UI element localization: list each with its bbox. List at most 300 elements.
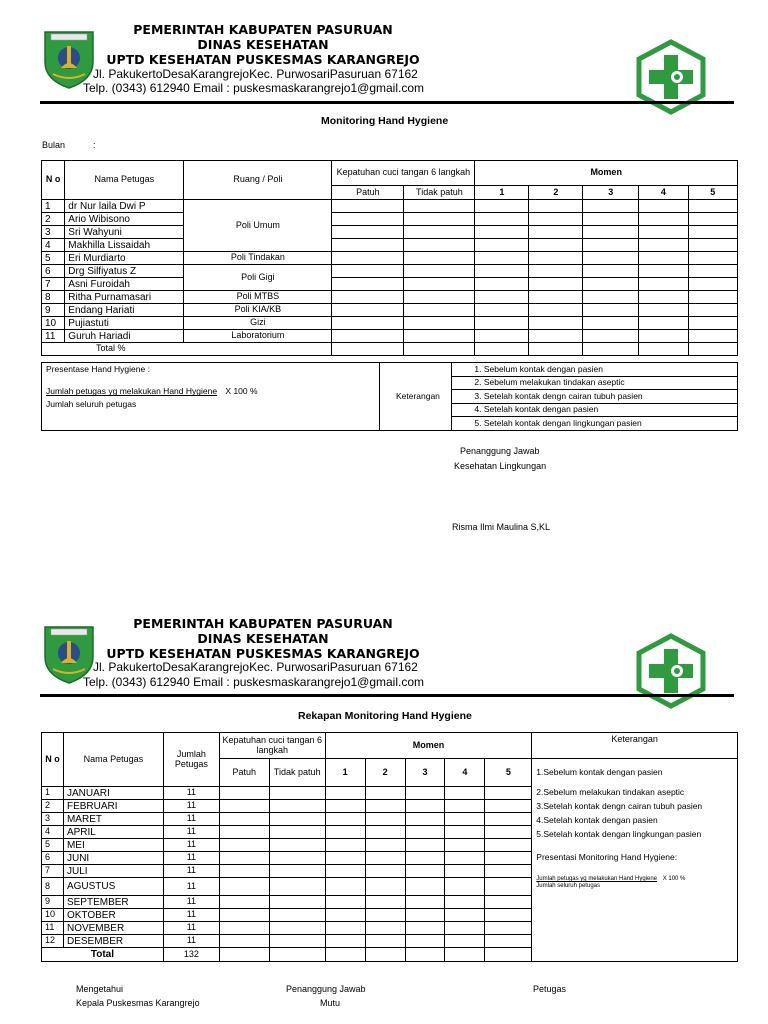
input-cell[interactable] bbox=[639, 304, 688, 317]
input-cell[interactable] bbox=[332, 252, 404, 265]
input-cell[interactable] bbox=[365, 909, 405, 922]
input-cell[interactable] bbox=[475, 265, 529, 278]
input-cell[interactable] bbox=[639, 239, 688, 252]
table-row bbox=[42, 226, 738, 239]
row-no: 1 bbox=[42, 200, 65, 213]
input-cell[interactable] bbox=[529, 291, 583, 304]
col-moment: Momen bbox=[325, 733, 532, 759]
input-cell[interactable] bbox=[445, 878, 485, 896]
moment-item: 2. Sebelum melakukan tindakan aseptic bbox=[452, 376, 738, 390]
input-cell[interactable] bbox=[365, 787, 405, 800]
staff-name: dr Nur laila Dwi P bbox=[65, 200, 184, 213]
input-cell[interactable] bbox=[332, 330, 404, 343]
input-cell[interactable] bbox=[269, 922, 325, 935]
input-cell[interactable] bbox=[365, 852, 405, 865]
input-cell[interactable] bbox=[405, 935, 445, 948]
input-cell[interactable] bbox=[583, 213, 639, 226]
staff-count: 11 bbox=[163, 839, 219, 852]
input-cell[interactable] bbox=[365, 813, 405, 826]
table-row bbox=[42, 239, 738, 252]
room-cell: Poli Tindakan bbox=[184, 252, 332, 265]
input-cell[interactable] bbox=[325, 813, 365, 826]
col-noncompliant: Tidak patuh bbox=[269, 759, 325, 787]
row-no: 3 bbox=[42, 226, 65, 239]
input-cell[interactable] bbox=[405, 896, 445, 909]
input-cell[interactable] bbox=[445, 948, 485, 962]
input-cell[interactable] bbox=[583, 278, 639, 291]
header-contact: Telp. (0343) 612940 Email : puskesmaskarangrejo1@gmail.com bbox=[83, 81, 425, 95]
input-cell[interactable] bbox=[405, 787, 445, 800]
input-cell[interactable] bbox=[219, 839, 269, 852]
room-cell: Gizi bbox=[184, 317, 332, 330]
input-cell[interactable] bbox=[365, 948, 405, 962]
input-cell[interactable] bbox=[405, 865, 445, 878]
row-no: 2 bbox=[42, 800, 64, 813]
input-cell[interactable] bbox=[445, 826, 485, 839]
col-moment-5: 5 bbox=[485, 759, 532, 787]
input-cell[interactable] bbox=[365, 896, 405, 909]
input-cell[interactable] bbox=[269, 839, 325, 852]
recap-title: Rekapan Monitoring Hand Hygiene bbox=[298, 710, 472, 722]
input-cell[interactable] bbox=[475, 200, 529, 213]
input-cell[interactable] bbox=[529, 226, 583, 239]
staff-name: Eri Murdiarto bbox=[65, 252, 184, 265]
row-no: 10 bbox=[42, 317, 65, 330]
input-cell[interactable] bbox=[688, 226, 737, 239]
input-cell[interactable] bbox=[325, 935, 365, 948]
header-department: DINAS KESEHATAN bbox=[197, 631, 329, 646]
input-cell[interactable] bbox=[332, 200, 404, 213]
input-cell[interactable] bbox=[583, 343, 639, 356]
input-cell[interactable] bbox=[529, 200, 583, 213]
input-cell[interactable] bbox=[332, 226, 404, 239]
staff-count: 11 bbox=[163, 909, 219, 922]
table-row bbox=[42, 213, 738, 226]
input-cell[interactable] bbox=[475, 330, 529, 343]
row-no: 4 bbox=[42, 239, 65, 252]
col-moment-4: 4 bbox=[445, 759, 485, 787]
col-room: Ruang / Poli bbox=[184, 161, 332, 200]
table-row bbox=[42, 330, 738, 343]
input-cell[interactable] bbox=[583, 265, 639, 278]
input-cell[interactable] bbox=[445, 935, 485, 948]
input-cell[interactable] bbox=[485, 826, 532, 839]
header-government: PEMERINTAH KABUPATEN PASURUAN bbox=[133, 616, 393, 631]
input-cell[interactable] bbox=[405, 909, 445, 922]
percentage-box bbox=[42, 363, 380, 431]
month-name: OKTOBER bbox=[63, 909, 163, 922]
input-cell[interactable] bbox=[485, 852, 532, 865]
col-moment-1: 1 bbox=[325, 759, 365, 787]
input-cell[interactable] bbox=[405, 839, 445, 852]
month-name: MARET bbox=[63, 813, 163, 826]
input-cell[interactable] bbox=[219, 922, 269, 935]
input-cell[interactable] bbox=[365, 839, 405, 852]
input-cell[interactable] bbox=[529, 343, 583, 356]
input-cell[interactable] bbox=[583, 200, 639, 213]
input-cell[interactable] bbox=[269, 865, 325, 878]
input-cell[interactable] bbox=[325, 826, 365, 839]
notes-item: 4.Setelah kontak dengan pasien bbox=[536, 815, 658, 825]
input-cell[interactable] bbox=[445, 839, 485, 852]
signature-name: Risma Ilmi Maulina S,KL bbox=[452, 522, 551, 532]
input-cell[interactable] bbox=[365, 878, 405, 896]
table-row bbox=[42, 291, 738, 304]
input-cell[interactable] bbox=[529, 317, 583, 330]
col-noncompliant: Tidak patuh bbox=[404, 186, 475, 200]
input-cell[interactable] bbox=[583, 317, 639, 330]
staff-name: Ario Wibisono bbox=[65, 213, 184, 226]
input-cell[interactable] bbox=[485, 922, 532, 935]
signature-quality: Mutu bbox=[320, 998, 341, 1008]
row-no: 6 bbox=[42, 852, 64, 865]
input-cell[interactable] bbox=[405, 878, 445, 896]
input-cell[interactable] bbox=[475, 226, 529, 239]
input-cell[interactable] bbox=[445, 909, 485, 922]
row-no: 10 bbox=[42, 909, 64, 922]
input-cell[interactable] bbox=[688, 330, 737, 343]
staff-name: Makhilla Lissaidah bbox=[65, 239, 184, 252]
staff-count: 11 bbox=[163, 922, 219, 935]
input-cell[interactable] bbox=[269, 896, 325, 909]
signature-title: Penanggung Jawab bbox=[460, 446, 540, 456]
input-cell[interactable] bbox=[269, 826, 325, 839]
table-row bbox=[42, 304, 738, 317]
formula-numerator: Jumlah petugas yg melakukan Hand Hygiene bbox=[46, 386, 218, 397]
input-cell[interactable] bbox=[405, 922, 445, 935]
month-name: JULI bbox=[63, 865, 163, 878]
room-cell: Poli KIA/KB bbox=[184, 304, 332, 317]
col-moment-1: 1 bbox=[475, 186, 529, 200]
input-cell[interactable] bbox=[365, 800, 405, 813]
table-row bbox=[42, 278, 738, 291]
col-compliance: Kepatuhan cuci tangan 6 langkah bbox=[219, 733, 325, 759]
input-cell[interactable] bbox=[219, 826, 269, 839]
row-no: 11 bbox=[42, 922, 64, 935]
month-name: DESEMBER bbox=[63, 935, 163, 948]
input-cell[interactable] bbox=[485, 787, 532, 800]
input-cell[interactable] bbox=[332, 265, 404, 278]
input-cell[interactable] bbox=[639, 343, 688, 356]
input-cell[interactable] bbox=[404, 265, 475, 278]
header-address: Jl. PakukertoDesaKarangrejoKec. PurwosariPasuruan 67162 bbox=[93, 660, 418, 674]
staff-name: Asni Furoidah bbox=[65, 278, 184, 291]
input-cell[interactable] bbox=[269, 878, 325, 896]
input-cell[interactable] bbox=[639, 330, 688, 343]
row-no: 1 bbox=[42, 787, 64, 800]
input-cell[interactable] bbox=[583, 239, 639, 252]
form-title: Monitoring Hand Hygiene bbox=[321, 115, 449, 127]
input-cell[interactable] bbox=[219, 852, 269, 865]
input-cell[interactable] bbox=[404, 330, 475, 343]
input-cell[interactable] bbox=[365, 865, 405, 878]
input-cell[interactable] bbox=[325, 896, 365, 909]
input-cell[interactable] bbox=[405, 948, 445, 962]
input-cell[interactable] bbox=[325, 839, 365, 852]
input-cell[interactable] bbox=[639, 278, 688, 291]
table-row bbox=[42, 252, 738, 265]
header-address: Jl. PakukertoDesaKarangrejoKec. PurwosariPasuruan 67162 bbox=[93, 67, 418, 81]
input-cell[interactable] bbox=[269, 852, 325, 865]
room-cell: Poli Gigi bbox=[184, 265, 332, 291]
total-row bbox=[42, 343, 738, 356]
col-moment-2: 2 bbox=[529, 186, 583, 200]
staff-count: 11 bbox=[163, 800, 219, 813]
month-name: NOVEMBER bbox=[63, 922, 163, 935]
input-cell[interactable] bbox=[365, 935, 405, 948]
input-cell[interactable] bbox=[325, 878, 365, 896]
input-cell[interactable] bbox=[688, 343, 737, 356]
input-cell[interactable] bbox=[485, 813, 532, 826]
input-cell[interactable] bbox=[475, 252, 529, 265]
input-cell[interactable] bbox=[325, 865, 365, 878]
formula-numerator: Jumlah petugas yg melakukan Hand Hygiene bbox=[536, 876, 658, 882]
input-cell[interactable] bbox=[639, 252, 688, 265]
moment-item: 5. Setelah kontak dengan lingkungan pasien bbox=[452, 417, 738, 431]
input-cell[interactable] bbox=[583, 304, 639, 317]
input-cell[interactable] bbox=[475, 343, 529, 356]
header-rule bbox=[40, 101, 734, 104]
staff-count: 11 bbox=[163, 896, 219, 909]
col-moment: Momen bbox=[475, 161, 738, 186]
input-cell[interactable] bbox=[688, 304, 737, 317]
row-no: 8 bbox=[42, 291, 65, 304]
input-cell[interactable] bbox=[325, 800, 365, 813]
input-cell[interactable] bbox=[404, 239, 475, 252]
col-moment-2: 2 bbox=[365, 759, 405, 787]
room-cell: Laboratorium bbox=[184, 330, 332, 343]
input-cell[interactable] bbox=[219, 800, 269, 813]
notes-item: 2.Sebelum melakukan tindakan aseptic bbox=[536, 787, 685, 797]
moment-item: 3. Setelah kontak dengn cairan tubuh pasien bbox=[452, 390, 738, 404]
input-cell[interactable] bbox=[475, 278, 529, 291]
moment-item: 4. Setelah kontak dengan pasien bbox=[452, 403, 738, 417]
keterangan-label: Keterangan bbox=[380, 363, 452, 431]
input-cell[interactable] bbox=[325, 852, 365, 865]
monitoring-table bbox=[41, 160, 738, 356]
col-compliance: Kepatuhan cuci tangan 6 langkah bbox=[332, 161, 475, 186]
month-name: JUNI bbox=[63, 852, 163, 865]
month-name: AGUSTUS bbox=[63, 878, 163, 896]
input-cell[interactable] bbox=[485, 948, 532, 962]
input-cell[interactable] bbox=[445, 813, 485, 826]
input-cell[interactable] bbox=[529, 252, 583, 265]
input-cell[interactable] bbox=[219, 935, 269, 948]
input-cell[interactable] bbox=[583, 252, 639, 265]
input-cell[interactable] bbox=[445, 922, 485, 935]
input-cell[interactable] bbox=[405, 826, 445, 839]
input-cell[interactable] bbox=[404, 304, 475, 317]
row-no: 9 bbox=[42, 304, 65, 317]
input-cell[interactable] bbox=[404, 291, 475, 304]
input-cell[interactable] bbox=[269, 935, 325, 948]
input-cell[interactable] bbox=[404, 317, 475, 330]
col-name: Nama Petugas bbox=[65, 161, 184, 200]
month-name: MEI bbox=[63, 839, 163, 852]
input-cell[interactable] bbox=[529, 330, 583, 343]
input-cell[interactable] bbox=[688, 239, 737, 252]
header-unit: UPTD KESEHATAN PUSKESMAS KARANGREJO bbox=[106, 52, 420, 67]
staff-count: 11 bbox=[163, 787, 219, 800]
row-no: 7 bbox=[42, 278, 65, 291]
total-label: Total bbox=[42, 948, 164, 962]
input-cell[interactable] bbox=[269, 787, 325, 800]
input-cell[interactable] bbox=[688, 200, 737, 213]
input-cell[interactable] bbox=[688, 265, 737, 278]
puskesmas-logo bbox=[633, 633, 709, 709]
input-cell[interactable] bbox=[475, 213, 529, 226]
input-cell[interactable] bbox=[404, 252, 475, 265]
input-cell[interactable] bbox=[404, 278, 475, 291]
formula-denominator: Jumlah seluruh petugas bbox=[536, 882, 600, 889]
input-cell[interactable] bbox=[365, 826, 405, 839]
month-colon: : bbox=[93, 140, 96, 150]
input-cell[interactable] bbox=[583, 330, 639, 343]
staff-count: 11 bbox=[163, 865, 219, 878]
input-cell[interactable] bbox=[688, 278, 737, 291]
input-cell[interactable] bbox=[269, 909, 325, 922]
input-cell[interactable] bbox=[445, 852, 485, 865]
input-cell[interactable] bbox=[688, 252, 737, 265]
col-moment-5: 5 bbox=[688, 186, 737, 200]
input-cell[interactable] bbox=[529, 265, 583, 278]
input-cell[interactable] bbox=[404, 343, 475, 356]
formula-denominator: Jumlah seluruh petugas bbox=[46, 398, 137, 409]
month-name: SEPTEMBER bbox=[63, 896, 163, 909]
input-cell[interactable] bbox=[365, 922, 405, 935]
month-name: APRIL bbox=[63, 826, 163, 839]
signature-head: Kepala Puskesmas Karangrejo bbox=[76, 998, 200, 1008]
input-cell[interactable] bbox=[219, 813, 269, 826]
input-cell[interactable] bbox=[529, 239, 583, 252]
input-cell[interactable] bbox=[404, 213, 475, 226]
col-compliant: Patuh bbox=[219, 759, 269, 787]
input-cell[interactable] bbox=[219, 878, 269, 896]
col-moment-3: 3 bbox=[405, 759, 445, 787]
input-cell[interactable] bbox=[639, 226, 688, 239]
input-cell[interactable] bbox=[529, 304, 583, 317]
input-cell[interactable] bbox=[332, 291, 404, 304]
total-value: 132 bbox=[163, 948, 219, 962]
header-government: PEMERINTAH KABUPATEN PASURUAN bbox=[133, 22, 393, 37]
staff-name: Guruh Hariadi bbox=[65, 330, 184, 343]
row-no: 12 bbox=[42, 935, 64, 948]
col-notes: Keterangan bbox=[532, 733, 738, 759]
input-cell[interactable] bbox=[475, 239, 529, 252]
row-no: 3 bbox=[42, 813, 64, 826]
input-cell[interactable] bbox=[639, 291, 688, 304]
input-cell[interactable] bbox=[639, 213, 688, 226]
input-cell[interactable] bbox=[325, 948, 365, 962]
input-cell[interactable] bbox=[445, 865, 485, 878]
header-rule bbox=[40, 694, 734, 697]
staff-name: Sri Wahyuni bbox=[65, 226, 184, 239]
input-cell[interactable] bbox=[583, 226, 639, 239]
month-name: FEBRUARI bbox=[63, 800, 163, 813]
input-cell[interactable] bbox=[475, 317, 529, 330]
input-cell[interactable] bbox=[405, 800, 445, 813]
input-cell[interactable] bbox=[332, 343, 404, 356]
row-no: 4 bbox=[42, 826, 64, 839]
input-cell[interactable] bbox=[219, 909, 269, 922]
input-cell[interactable] bbox=[485, 896, 532, 909]
staff-name: Endang Hariati bbox=[65, 304, 184, 317]
input-cell[interactable] bbox=[688, 317, 737, 330]
input-cell[interactable] bbox=[445, 787, 485, 800]
formula-multiplier: X 100 % bbox=[662, 876, 686, 882]
col-moment-3: 3 bbox=[583, 186, 639, 200]
input-cell[interactable] bbox=[639, 317, 688, 330]
input-cell[interactable] bbox=[485, 878, 532, 896]
input-cell[interactable] bbox=[219, 787, 269, 800]
row-no: 11 bbox=[42, 330, 65, 343]
header-contact: Telp. (0343) 612940 Email : puskesmaskarangrejo1@gmail.com bbox=[83, 675, 425, 689]
input-cell[interactable] bbox=[332, 213, 404, 226]
input-cell[interactable] bbox=[475, 304, 529, 317]
staff-name: Ritha Purnamasari bbox=[65, 291, 184, 304]
row-no: 7 bbox=[42, 865, 64, 878]
input-cell[interactable] bbox=[639, 265, 688, 278]
input-cell[interactable] bbox=[332, 278, 404, 291]
input-cell[interactable] bbox=[475, 291, 529, 304]
input-cell[interactable] bbox=[639, 200, 688, 213]
input-cell[interactable] bbox=[269, 800, 325, 813]
input-cell[interactable] bbox=[219, 896, 269, 909]
input-cell[interactable] bbox=[529, 213, 583, 226]
recap-table bbox=[41, 732, 738, 962]
staff-count: 11 bbox=[163, 878, 219, 896]
input-cell[interactable] bbox=[404, 226, 475, 239]
input-cell[interactable] bbox=[485, 800, 532, 813]
input-cell[interactable] bbox=[445, 896, 485, 909]
input-cell[interactable] bbox=[405, 852, 445, 865]
input-cell[interactable] bbox=[269, 813, 325, 826]
input-cell[interactable] bbox=[485, 909, 532, 922]
input-cell[interactable] bbox=[332, 317, 404, 330]
input-cell[interactable] bbox=[583, 291, 639, 304]
signature-subtitle: Kesehatan Lingkungan bbox=[454, 461, 547, 471]
input-cell[interactable] bbox=[332, 239, 404, 252]
total-label: Total % bbox=[42, 343, 332, 356]
input-cell[interactable] bbox=[485, 839, 532, 852]
input-cell[interactable] bbox=[688, 291, 737, 304]
signature-acknowledge: Mengetahui bbox=[76, 984, 124, 994]
input-cell[interactable] bbox=[219, 948, 269, 962]
input-cell[interactable] bbox=[529, 278, 583, 291]
staff-count: 11 bbox=[163, 852, 219, 865]
notes-item: 5.Setelah kontak dengan lingkungan pasien bbox=[536, 829, 702, 839]
input-cell[interactable] bbox=[405, 813, 445, 826]
input-cell[interactable] bbox=[325, 909, 365, 922]
row-no: 8 bbox=[42, 878, 64, 896]
signature-pj: Penanggung Jawab bbox=[286, 984, 366, 994]
col-moment-4: 4 bbox=[639, 186, 688, 200]
input-cell[interactable] bbox=[325, 922, 365, 935]
input-cell[interactable] bbox=[325, 787, 365, 800]
formula-multiplier: X 100 % bbox=[225, 386, 258, 397]
input-cell[interactable] bbox=[404, 200, 475, 213]
input-cell[interactable] bbox=[688, 213, 737, 226]
input-cell[interactable] bbox=[269, 948, 325, 962]
row-no: 5 bbox=[42, 252, 65, 265]
input-cell[interactable] bbox=[219, 865, 269, 878]
input-cell[interactable] bbox=[485, 865, 532, 878]
input-cell[interactable] bbox=[445, 800, 485, 813]
input-cell[interactable] bbox=[485, 935, 532, 948]
input-cell[interactable] bbox=[332, 304, 404, 317]
col-no: N o bbox=[42, 161, 65, 200]
row-no: 2 bbox=[42, 213, 65, 226]
